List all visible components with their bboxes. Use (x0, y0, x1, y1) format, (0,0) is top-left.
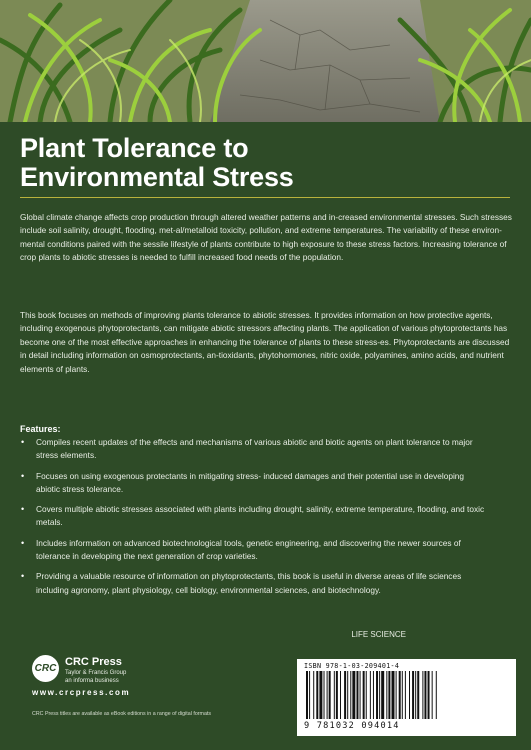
description-paragraph-1: Global climate change affects crop production through altered weather patterns and in-creased environmental stresses. Such stresses include soil salinity, drought, flooding, met-al/metalloid toxicity, pollution, and extreme temperatures. The variability of these environ-mental conditions paired with the sessile lifestyle of plants contribute to high exposure to these stress factors. Increasing tolerance of crop plants to abiotic stresses is needed to fulfill increased food needs of the population. (20, 212, 512, 263)
barcode-bar (316, 671, 318, 719)
cover-photo-corn-field (0, 0, 531, 122)
barcode-bar (329, 671, 331, 719)
ebook-footnote: CRC Press titles are available as eBook editions in a range of digital formats (32, 711, 212, 717)
barcode-bar (415, 671, 416, 719)
barcode-bar (366, 671, 367, 719)
bullet-icon: • (21, 504, 25, 515)
barcode-bar (363, 671, 365, 719)
features-heading: Features: (20, 424, 61, 434)
barcode-bar (432, 671, 433, 719)
bullet-icon: • (21, 470, 25, 481)
barcode-bar (396, 671, 397, 719)
publisher-name: CRC Press (65, 656, 122, 668)
barcode-bar (436, 671, 437, 719)
barcode-bar (417, 671, 419, 719)
barcode-bar (350, 671, 351, 719)
publisher-group-line-2: an informa business (65, 677, 119, 684)
barcode-bar (409, 671, 410, 719)
barcode-bar (376, 671, 378, 719)
publisher-group-line-1: Taylor & Francis Group (65, 670, 127, 676)
bullet-icon: • (21, 571, 25, 582)
feature-text: Includes information on advanced biotechnological tools, genetic engineering, and discovering the newer sources of tolerance in developing the next generation of crop varieties. (36, 537, 461, 561)
barcode-bar (306, 671, 308, 719)
barcode-bar (370, 671, 371, 719)
barcode-bar (360, 671, 361, 719)
feature-item (20, 503, 490, 529)
barcode-bar (405, 671, 406, 719)
feature-item (20, 537, 490, 563)
feature-item (20, 570, 490, 596)
barcode-bar (428, 671, 430, 719)
isbn-number: ISBN 978-1-03-209401-4 (304, 662, 400, 670)
barcode-bar (356, 671, 358, 719)
feature-text: Providing a valuable resource of information on phytoprotectants, this book is useful in diverse areas of life sciences including agronomy, plant physiology, cell biology, environmental sciences, and biotechnology. (36, 571, 462, 595)
bullet-icon: • (21, 537, 25, 548)
barcode-bar (340, 671, 341, 719)
barcode-bar (336, 671, 338, 719)
barcode-bar (424, 671, 426, 719)
crc-logo-icon: CRC (32, 655, 59, 682)
description-paragraph-2: This book focuses on methods of improving plants tolerance to abiotic stresses. It provides information on how protective agents, including exogenous phytoprotectants, can mitigate abiotic stressors affecting plants. The application of various phytoprotectants has become one of the most effective approaches in enhancing the tolerance of plants to these stress-es. Phytoprotectants are discussed in detail including information on osmoprotectants, an-tioxidants, phytohormones, nitric oxide, polyamines, amino acids, and nutrient elements of plants. (20, 310, 510, 374)
barcode-bar (327, 671, 328, 719)
subject-category: LIFE SCIENCE (351, 630, 406, 639)
barcode-bar (347, 671, 348, 719)
book-title-line-2: Environmental Stress (20, 162, 294, 192)
publisher-group (65, 670, 126, 685)
barcode-bar (399, 671, 401, 719)
barcode-bar (386, 671, 387, 719)
feature-item (20, 470, 490, 496)
barcode-bars (304, 671, 509, 721)
barcode-bar (391, 671, 394, 719)
features-list (20, 436, 490, 604)
feature-text: Focuses on using exogenous protectants in mitigating stress- induced damages and their potential use in developing abiotic stress tolerance. (36, 470, 465, 494)
corn-field-illustration (0, 0, 531, 122)
feature-item (20, 436, 490, 462)
barcode-bar (313, 671, 314, 719)
title-divider (20, 197, 510, 198)
publisher-website: www.crcpress.com (32, 688, 131, 697)
book-title (20, 134, 510, 192)
barcode-bar (388, 671, 390, 719)
barcode-bar (324, 671, 325, 719)
barcode-bar (422, 671, 423, 719)
book-title-line-1: Plant Tolerance to (20, 133, 249, 163)
barcode-bar (412, 671, 414, 719)
feature-text: Covers multiple abiotic stresses associated with plants including drought, salinity, extreme temperature, flooding, and toxic metals. (36, 504, 485, 528)
barcode-bar (319, 671, 322, 719)
barcode-bar (402, 671, 403, 719)
isbn-barcode (297, 659, 516, 736)
barcode-bar (373, 671, 374, 719)
barcode-bar (309, 671, 310, 719)
feature-text: Compiles recent updates of the effects and mechanisms of various abiotic and biotic agents on plant tolerance to major stress elements. (36, 437, 473, 461)
barcode-bar (344, 671, 346, 719)
bullet-icon: • (21, 437, 25, 447)
barcode-bar (379, 671, 380, 719)
barcode-bar (334, 671, 335, 719)
barcode-digits: 9 781032 094014 (304, 721, 400, 731)
barcode-bar (381, 671, 384, 719)
barcode-bar (352, 671, 355, 719)
